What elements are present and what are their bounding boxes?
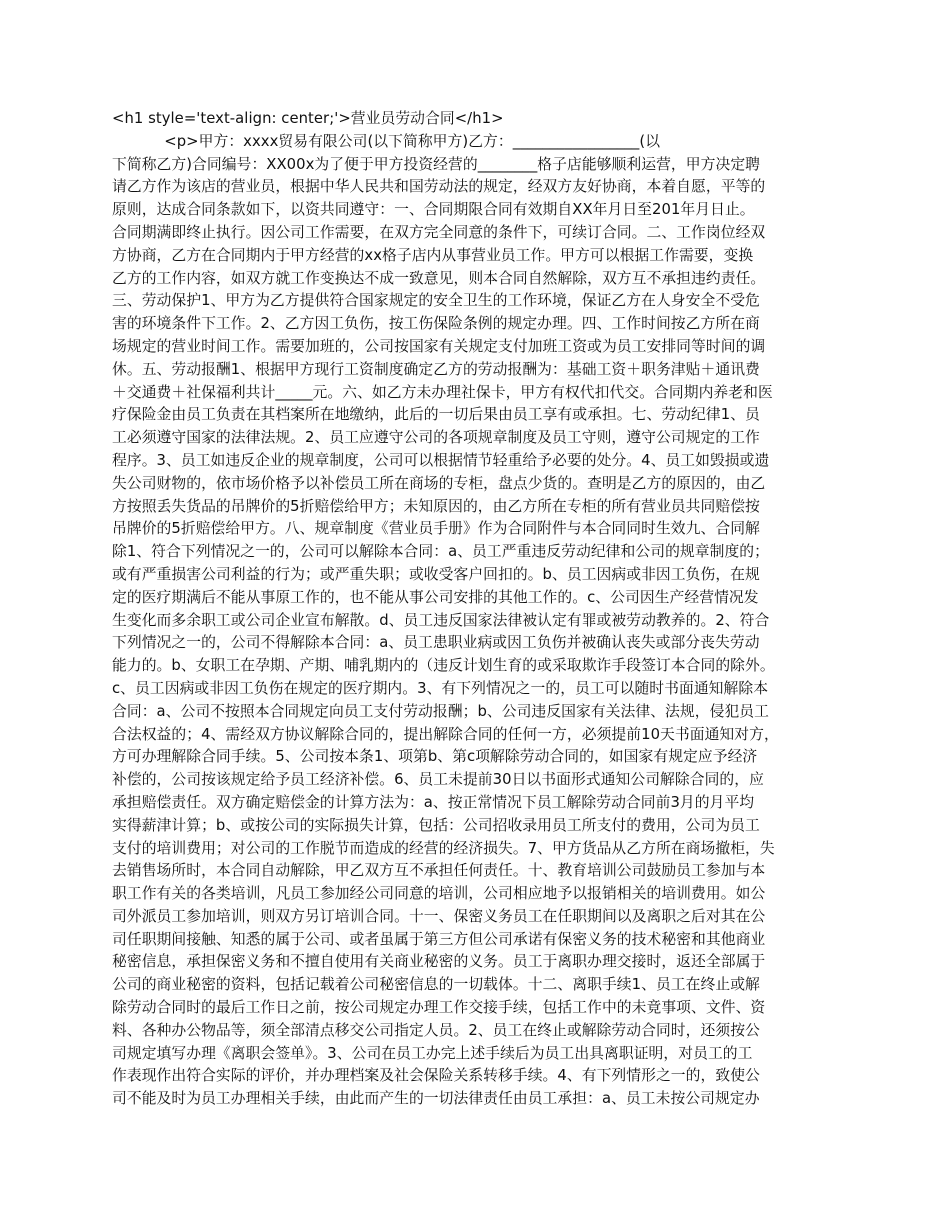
document-line: 定的医疗期满后不能从事原工作的，也不能从事公司安排的其他工作的。c、公司因生产经营情况发 — [112, 588, 759, 606]
document-line: 下列情况之一的，公司不得解除本合同：a、员工患职业病或因工负伤并被确认丧失或部分丧失劳动 — [112, 634, 760, 652]
document-line: <p>甲方：xxxx贸易有限公司(以下简称甲方)乙方：_________________(以 — [112, 132, 661, 150]
document-line: 三、劳动保护1、甲方为乙方提供符合国家规定的安全卫生的工作环境，保证乙方在人身安全不受危 — [112, 292, 760, 310]
document-line: 合同期满即终止执行。因公司工作需要，在双方完全同意的条件下，可续订合同。二、工作岗位经双 — [112, 223, 766, 241]
document-line: 作表现作出符合实际的评价，并办理档案及社会保险关系转移手续。4、有下列情形之一的，致使公 — [112, 1067, 760, 1085]
document-line: 职工作有关的各类培训，凡员工参加经公司同意的培训，公司相应地予以报销相关的培训费用。如公 — [112, 885, 766, 903]
document-line: 司任职期间接触、知悉的属于公司、或者虽属于第三方但公司承诺有保密义务的技术秘密和其他商业 — [112, 930, 766, 948]
document-line: 场规定的营业时间工作。需要加班的，公司按国家有关规定支付加班工资或为员工安排同等时间的调 — [112, 337, 766, 355]
document-line: 支付的培训费用；对公司的工作脱节而造成的经营的经济损失。7、甲方货品从乙方所在商场撤柜，失 — [112, 839, 775, 857]
document-line: 秘密信息，承担保密义务和不擅自使用有关商业秘密的义务。员工于离职办理交接时，返还全部属于 — [112, 953, 766, 971]
document-line: 害的环境条件下工作。2、乙方因工负伤，按工伤保险条例的规定办理。四、工作时间按乙方所在商 — [112, 315, 760, 333]
document-line: 除1、符合下列情况之一的，公司可以解除本合同：a、员工严重违反劳动纪律和公司的规章制度的； — [112, 543, 770, 561]
document-line: 合法权益的；4、需经双方协议解除合同的，提出解除合同的任何一方，必须提前10天书面通知对方， — [112, 725, 779, 743]
document-line: 方可办理解除合同手续。5、公司按本条1、项第b、第c项解除劳动合同的，如国家有规定应予经济 — [112, 748, 758, 766]
document-line: 疗保险金由员工负责在其档案所在地缴纳，此后的一切后果由员工享有或承担。七、劳动纪律1、员 — [112, 406, 760, 424]
document-line: c、员工因病或非因工负伤在规定的医疗期内。3、有下列情况之一的，员工可以随时书面通知解除本 — [112, 679, 769, 697]
document-line: 工必须遵守国家的法律法规。2、员工应遵守公司的各项规章制度及员工守则，遵守公司规定的工作 — [112, 429, 760, 447]
document-line: 司外派员工参加培训，则双方另订培训合同。十一、保密义务员工在任职期间以及离职之后对其在公 — [112, 907, 766, 925]
document-line: <h1 style='text-align: center;'>营业员劳动合同</h1> — [112, 110, 504, 127]
document-line: 司规定填写办理《离职会签单》。3、公司在员工办完上述手续后为员工出具离职证明，对员工的工 — [112, 1044, 753, 1062]
document-line: 请乙方作为该店的营业员，根据中华人民共和国劳动法的规定，经双方友好协商，本着自愿，平等的 — [112, 178, 766, 196]
document-line: 补偿的，公司按该规定给予员工经济补偿。6、员工未提前30日以书面形式通知公司解除合同的，应 — [112, 771, 764, 789]
document-line: 公司的商业秘密的资料，包括记载着公司秘密信息的一切载体。十二、离职手续1、员工在终止或解 — [112, 976, 760, 994]
document-line: 能力的。b、女职工在孕期、产期、哺乳期内的（违反计划生育的或采取欺诈手段签订本合同的除外。 — [112, 657, 775, 675]
document-line: 程序。3、员工如违反企业的规章制度，公司可以根据情节轻重给予必要的处分。4、员工如毁损或遗 — [112, 451, 770, 469]
document-line: 或有严重损害公司利益的行为；或严重失职；或收受客户回扣的。b、员工因病或非因工负伤，在规 — [112, 565, 760, 583]
document-line: 去销售场所时，本合同自动解除，甲乙双方互不承担任何责任。十、教育培训公司鼓励员工参加与本 — [112, 862, 766, 880]
document-line: 除劳动合同时的最后工作日之前，按公司规定办理工作交接手续，包括工作中的未竟事项、文件、资 — [112, 999, 766, 1017]
document-line: 方按照丢失货品的吊牌价的5折赔偿给甲方；未知原因的，由乙方所在专柜的所有营业员共同赔偿按 — [112, 497, 760, 515]
document-line: 实得薪津计算；b、或按公司的实际损失计算，包括：公司招收录用员工所支付的费用，公司为员工 — [112, 816, 760, 834]
document-line: 方协商，乙方在合同期内于甲方经营的xx格子店内从事营业员工作。甲方可以根据工作需要，变换 — [112, 246, 754, 264]
document-body — [112, 108, 838, 1111]
document-line: 下简称乙方)合同编号：XX00x为了便于甲方投资经营的________格子店能够顺利运营，甲方决定聘 — [112, 155, 761, 173]
document-line: 原则，达成合同条款如下，以资共同遵守：一、合同期限合同有效期自XX年月日至201年月日止。 — [112, 201, 755, 219]
document-line: 吊牌价的5折赔偿给甲方。八、规章制度《营业员手册》作为合同附件与本合同同时生效九、合同解 — [112, 520, 760, 538]
document-line: 失公司财物的，依市场价格予以补偿员工所在商场的专柜，盘点少货的。查明是乙方的原因的，由乙 — [112, 474, 766, 492]
document-line: ＋交通费＋社保福利共计_____元。六、如乙方未办理社保卡，甲方有权代扣代交。合同期内养老和医 — [112, 383, 773, 401]
document-line: 生变化而多余职工或公司企业宣布解散。d、员工违反国家法律被认定有罪或被劳动教养的。2、符合 — [112, 611, 770, 629]
document-line: 乙方的工作内容，如双方就工作变换达不成一致意见，则本合同自然解除，双方互不承担违约责任。 — [112, 269, 766, 287]
document-line: 合同：a、公司不按照本合同规定向员工支付劳动报酬；b、公司违反国家有关法律、法规，侵犯员工 — [112, 702, 769, 720]
document-line: 承担赔偿责任。双方确定赔偿金的计算方法为：a、按正常情况下员工解除劳动合同前3月的月平均 — [112, 793, 755, 811]
document-line: 料、各种办公物品等，须全部清点移交公司指定人员。2、员工在终止或解除劳动合同时，还须按公 — [112, 1021, 760, 1039]
document-line: 司不能及时为员工办理相关手续，由此而产生的一切法律责任由员工承担：a、员工未按公司规定办 — [112, 1090, 760, 1108]
document-line: 休。五、劳动报酬1、根据甲方现行工资制度确定乙方的劳动报酬为：基础工资＋职务津贴＋通讯费 — [112, 360, 760, 378]
